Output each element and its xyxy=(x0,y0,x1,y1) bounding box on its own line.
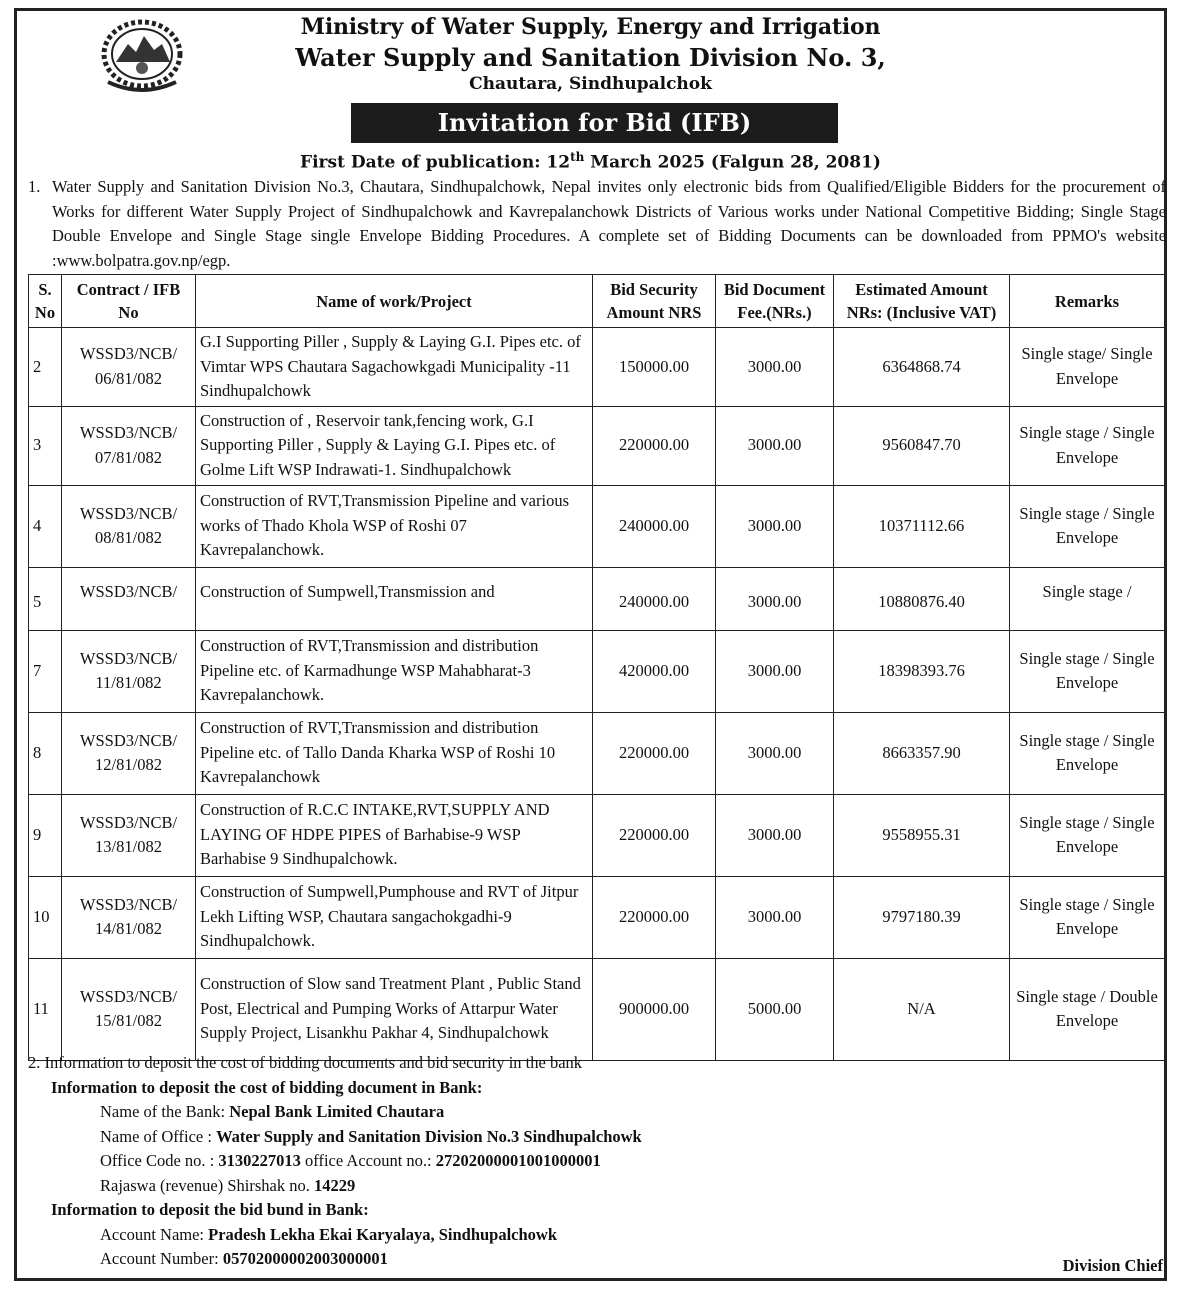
table-row: 10 WSSD3/NCB/ 14/81/082 Construction of Sumpwell,Pumphouse and RVT of Jitpur Lekh Lifting WSP, Chautara sangachokgadhi-9 Sindhupalchowk. 220000.00 3000.00 9797180.39 Single stage / Single Envelope xyxy=(29,876,1165,958)
col-header-security: Bid Security Amount NRS xyxy=(593,275,716,328)
col-header-sn: S. No xyxy=(29,275,62,328)
ministry-title: Ministry of Water Supply, Energy and Irrigation xyxy=(300,14,881,40)
account-number-line: Account Number: 05702000002003000001 xyxy=(100,1249,388,1268)
rajaswa-line: Rajaswa (revenue) Shirshak no. 14229 xyxy=(100,1175,356,1195)
office-name-line: Name of Office : Water Supply and Sanitation Division No.3 Sindhupalchowk xyxy=(100,1126,642,1146)
col-header-name: Name of work/Project xyxy=(196,275,593,328)
bank-info-section xyxy=(28,1051,1158,1272)
bid-bond-heading: Information to deposit the bid bund in Bank: xyxy=(51,1200,369,1219)
location-title: Chautara, Sindhupalchok xyxy=(469,74,712,94)
account-name-line: Account Name: Pradesh Lekha Ekai Karyalaya, Sindhupalchowk xyxy=(100,1224,558,1244)
table-row: 7 WSSD3/NCB/ 11/81/082 Construction of RVT,Transmission and distribution Pipeline etc. of Karmadhunge WSP Mahabharat-3 Kavrepalanchowk. 420000.00 3000.00 18398393.76 Single stage / Single Envelope xyxy=(29,630,1165,712)
table-row: 8 WSSD3/NCB/ 12/81/082 Construction of RVT,Transmission and distribution Pipeline etc. of Tallo Danda Kharka WSP of Roshi 10 Kavrepalanchowk 220000.00 3000.00 8663357.90 Single stage / Single Envelope xyxy=(29,712,1165,794)
table-header-row xyxy=(29,275,1165,328)
col-header-remarks: Remarks xyxy=(1010,275,1165,328)
table-row: 11 WSSD3/NCB/ 15/81/082 Construction of Slow sand Treatment Plant , Public Stand Post, Electrical and Pumping Works of Attarpur Water Supply Project, Lisankhu Pakhar 4, Sindhupalchowk 900000.00 5000.00 N/A Single stage / Double Envelope xyxy=(29,958,1165,1060)
signature-title: Division Chief xyxy=(1062,1256,1163,1275)
intro-paragraph: 1. Water Supply and Sanitation Division No.3, Chautara, Sindhupalchowk, Nepal invites only electronic bids from Qualified/Eligible Bidders for the procurement of Works for different Water Supply Project of Sindhupalchowk and Kavrepalanchowk Districts of Various works under National Competitive Bidding; Single Stage Double Envelope and Single Stage single Envelope Bidding Procedures. A complete set of Bidding Documents can be downloaded from PPMO's website :www.bolpatra.gov.np/egp. xyxy=(28,177,1166,270)
office-code-line: Office Code no. : 3130227013 office Account no.: 27202000001001000001 xyxy=(100,1151,601,1170)
bank-doc-heading: Information to deposit the cost of bidding document in Bank: xyxy=(51,1077,483,1097)
bank-name-line: Name of the Bank: Nepal Bank Limited Chautara xyxy=(100,1102,445,1121)
table-row: 5 WSSD3/NCB/ Construction of Sumpwell,Transmission and 240000.00 3000.00 10880876.40 Single stage / xyxy=(29,567,1165,630)
col-header-estimate: Estimated Amount NRs: (Inclusive VAT) xyxy=(834,275,1010,328)
division-title: Water Supply and Sanitation Division No. 3, xyxy=(295,43,886,72)
table-row: 9 WSSD3/NCB/ 13/81/082 Construction of R.C.C INTAKE,RVT,SUPPLY AND LAYING OF HDPE PIPES of Barhabise-9 WSP Barhabise 9 Sindhupalchowk. 220000.00 3000.00 9558955.31 Single stage / Single Envelope xyxy=(29,794,1165,876)
table-row: 2 WSSD3/NCB/ 06/81/082 G.I Supporting Piller , Supply & Laying G.I. Pipes etc. of Vimtar WPS Chautara Sagachowkgadi Municipality -11 Sindhupalchowk 150000.00 3000.00 6364868.74 Single stage/ Single Envelope xyxy=(29,328,1165,407)
table-row: 4 WSSD3/NCB/ 08/81/082 Construction of RVT,Transmission Pipeline and various works of Thado Khola WSP of Roshi 07 Kavrepalanchowk. 240000.00 3000.00 10371112.66 Single stage / Single Envelope xyxy=(29,485,1165,567)
section2-heading: 2. Information to deposit the cost of bidding documents and bid security in the bank xyxy=(28,1053,583,1072)
publication-date: First Date of publication: 12th March 2025 (Falgun 28, 2081) xyxy=(300,150,881,173)
ifb-banner: Invitation for Bid (IFB) xyxy=(351,103,838,143)
col-header-contract: Contract / IFB No xyxy=(62,275,196,328)
table-row: 3 WSSD3/NCB/ 07/81/082 Construction of , Reservoir tank,fencing work, G.I Supporting Piller , Supply & Laying G.I. Pipes etc. of Golme Lift WSP Indrawati-1. Sindhupalchowk 220000.00 3000.00 9560847.70 Single stage / Single Envelope xyxy=(29,406,1165,485)
bids-table xyxy=(28,274,1165,1061)
col-header-fee: Bid Document Fee.(NRs.) xyxy=(716,275,834,328)
